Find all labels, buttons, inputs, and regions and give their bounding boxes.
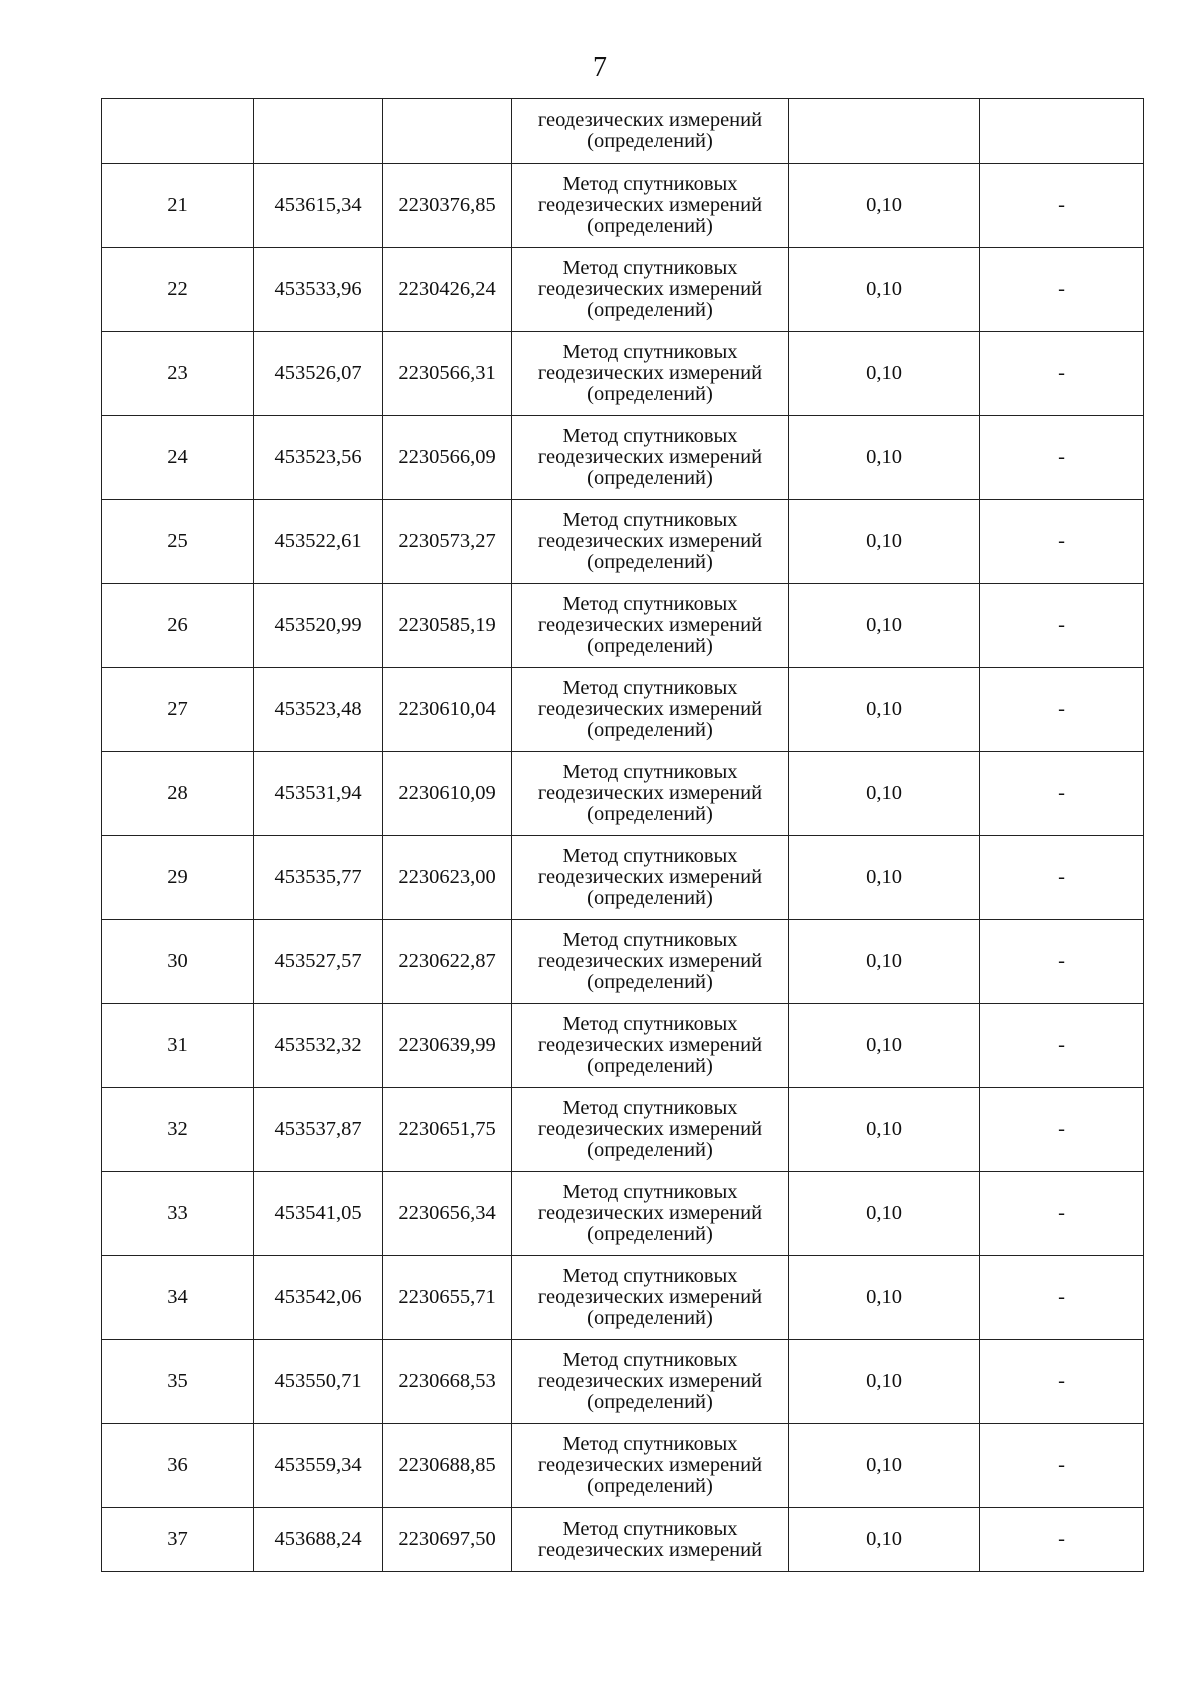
method-line: геодезических измерений	[537, 362, 763, 384]
point-number-cell: 35	[102, 1340, 254, 1424]
accuracy-cell: 0,10	[789, 1004, 980, 1088]
method-line: (определений)	[587, 1223, 713, 1245]
table-row	[102, 836, 1144, 920]
accuracy-cell: 0,10	[789, 248, 980, 332]
table-row	[102, 1004, 1144, 1088]
accuracy-cell: 0,10	[789, 584, 980, 668]
method-line: (определений)	[587, 887, 713, 909]
coordinates-table	[101, 98, 1144, 1572]
point-number-cell: 37	[102, 1508, 254, 1572]
accuracy-cell: 0,10	[789, 1256, 980, 1340]
point-number-cell: 34	[102, 1256, 254, 1340]
method-cell	[512, 500, 789, 584]
method-line: геодезических измерений	[537, 530, 763, 552]
y-coordinate-cell: 2230610,09	[383, 752, 512, 836]
method-line: Метод спутниковых	[562, 1181, 738, 1203]
accuracy-cell: 0,10	[789, 1424, 980, 1508]
method-line: (определений)	[587, 467, 713, 489]
point-number-cell: 23	[102, 332, 254, 416]
y-coordinate-cell: 2230651,75	[383, 1088, 512, 1172]
point-number-cell: 33	[102, 1172, 254, 1256]
method-line: Метод спутниковых	[562, 929, 738, 951]
method-line: Метод спутниковых	[562, 593, 738, 615]
method-line: геодезических измерений	[537, 1454, 763, 1476]
y-coordinate-cell: 2230688,85	[383, 1424, 512, 1508]
y-coordinate-cell: 2230585,19	[383, 584, 512, 668]
x-coordinate-cell: 453615,34	[254, 164, 383, 248]
x-coordinate-cell: 453541,05	[254, 1172, 383, 1256]
method-line: Метод спутниковых	[562, 1433, 738, 1455]
accuracy-cell: 0,10	[789, 668, 980, 752]
method-line: (определений)	[587, 551, 713, 573]
accuracy-cell: 0,10	[789, 1340, 980, 1424]
point-number-cell: 30	[102, 920, 254, 1004]
point-number-cell: 26	[102, 584, 254, 668]
x-coordinate-cell: 453523,56	[254, 416, 383, 500]
method-line: Метод спутниковых	[562, 1097, 738, 1119]
x-coordinate-cell: 453550,71	[254, 1340, 383, 1424]
table-row	[102, 1424, 1144, 1508]
table-row	[102, 584, 1144, 668]
table-row	[102, 416, 1144, 500]
method-cell	[512, 584, 789, 668]
x-coordinate-cell: 453688,24	[254, 1508, 383, 1572]
method-cell	[512, 1256, 789, 1340]
method-line: (определений)	[587, 1055, 713, 1077]
y-coordinate-cell	[383, 99, 512, 164]
method-cell	[512, 99, 789, 164]
method-line: геодезических измерений	[537, 194, 763, 216]
y-coordinate-cell: 2230573,27	[383, 500, 512, 584]
method-cell	[512, 1172, 789, 1256]
method-line: Метод спутниковых	[562, 1349, 738, 1371]
method-line: Метод спутниковых	[562, 257, 738, 279]
method-line: Метод спутниковых	[562, 509, 738, 531]
page-number: 7	[593, 52, 607, 83]
accuracy-cell: 0,10	[789, 836, 980, 920]
note-cell: -	[980, 752, 1144, 836]
method-cell	[512, 332, 789, 416]
method-cell	[512, 668, 789, 752]
note-cell: -	[980, 1424, 1144, 1508]
method-line: (определений)	[587, 299, 713, 321]
table-row	[102, 1508, 1144, 1572]
x-coordinate-cell: 453542,06	[254, 1256, 383, 1340]
method-cell	[512, 416, 789, 500]
method-cell	[512, 836, 789, 920]
method-line: Метод спутниковых	[562, 845, 738, 867]
point-number-cell: 22	[102, 248, 254, 332]
point-number-cell: 32	[102, 1088, 254, 1172]
method-line: геодезических измерений	[537, 950, 763, 972]
accuracy-cell	[789, 99, 980, 164]
note-cell: -	[980, 1088, 1144, 1172]
x-coordinate-cell: 453537,87	[254, 1088, 383, 1172]
method-line: Метод спутниковых	[562, 761, 738, 783]
accuracy-cell: 0,10	[789, 1088, 980, 1172]
note-cell: -	[980, 1172, 1144, 1256]
method-line: Метод спутниковых	[562, 425, 738, 447]
x-coordinate-cell: 453520,99	[254, 584, 383, 668]
table-row	[102, 1088, 1144, 1172]
y-coordinate-cell: 2230655,71	[383, 1256, 512, 1340]
method-cell	[512, 164, 789, 248]
note-cell: -	[980, 1340, 1144, 1424]
table-row	[102, 500, 1144, 584]
table-row	[102, 1172, 1144, 1256]
method-line: Метод спутниковых	[562, 341, 738, 363]
note-cell: -	[980, 920, 1144, 1004]
y-coordinate-cell: 2230623,00	[383, 836, 512, 920]
accuracy-cell: 0,10	[789, 332, 980, 416]
y-coordinate-cell: 2230668,53	[383, 1340, 512, 1424]
table-row	[102, 668, 1144, 752]
method-cell	[512, 1088, 789, 1172]
y-coordinate-cell: 2230376,85	[383, 164, 512, 248]
method-line: (определений)	[587, 971, 713, 993]
method-line: (определений)	[587, 1475, 713, 1497]
method-line: геодезических измерений	[537, 866, 763, 888]
point-number-cell: 25	[102, 500, 254, 584]
accuracy-cell: 0,10	[789, 920, 980, 1004]
method-line: геодезических измерений	[537, 614, 763, 636]
table-row	[102, 1340, 1144, 1424]
method-line: геодезических измерений	[537, 278, 763, 300]
method-line: (определений)	[587, 1139, 713, 1161]
y-coordinate-cell: 2230697,50	[383, 1508, 512, 1572]
method-cell	[512, 248, 789, 332]
x-coordinate-cell: 453535,77	[254, 836, 383, 920]
method-cell	[512, 1004, 789, 1088]
method-line: Метод спутниковых	[562, 1517, 738, 1540]
accuracy-cell: 0,10	[789, 164, 980, 248]
method-line: геодезических измерений	[537, 782, 763, 804]
note-cell: -	[980, 584, 1144, 668]
method-line: (определений)	[587, 635, 713, 657]
y-coordinate-cell: 2230566,31	[383, 332, 512, 416]
x-coordinate-cell: 453527,57	[254, 920, 383, 1004]
note-cell: -	[980, 1256, 1144, 1340]
method-cell	[512, 752, 789, 836]
x-coordinate-cell: 453533,96	[254, 248, 383, 332]
note-cell: -	[980, 500, 1144, 584]
note-cell: -	[980, 248, 1144, 332]
x-coordinate-cell: 453522,61	[254, 500, 383, 584]
y-coordinate-cell: 2230566,09	[383, 416, 512, 500]
table-row	[102, 920, 1144, 1004]
method-cell	[512, 920, 789, 1004]
point-number-cell: 31	[102, 1004, 254, 1088]
method-line: геодезических измерений	[537, 1286, 763, 1308]
note-cell	[980, 99, 1144, 164]
x-coordinate-cell: 453559,34	[254, 1424, 383, 1508]
point-number-cell: 36	[102, 1424, 254, 1508]
method-line: (определений)	[587, 719, 713, 741]
method-cell	[512, 1508, 789, 1572]
y-coordinate-cell: 2230622,87	[383, 920, 512, 1004]
note-cell: -	[980, 1004, 1144, 1088]
method-line: геодезических измерений	[537, 446, 763, 468]
x-coordinate-cell: 453531,94	[254, 752, 383, 836]
method-cell	[512, 1424, 789, 1508]
point-number-cell	[102, 99, 254, 164]
accuracy-cell: 0,10	[789, 416, 980, 500]
method-line: Метод спутниковых	[562, 1013, 738, 1035]
note-cell: -	[980, 668, 1144, 752]
accuracy-cell: 0,10	[789, 752, 980, 836]
note-cell: -	[980, 1508, 1144, 1572]
method-line: геодезических измерений	[537, 1118, 763, 1140]
method-line: (определений)	[587, 803, 713, 825]
table-row	[102, 332, 1144, 416]
y-coordinate-cell: 2230426,24	[383, 248, 512, 332]
accuracy-cell: 0,10	[789, 1172, 980, 1256]
point-number-cell: 27	[102, 668, 254, 752]
table-row	[102, 248, 1144, 332]
x-coordinate-cell	[254, 99, 383, 164]
method-line: геодезических измерений	[537, 1370, 763, 1392]
method-line: (определений)	[587, 1307, 713, 1329]
y-coordinate-cell: 2230610,04	[383, 668, 512, 752]
y-coordinate-cell: 2230656,34	[383, 1172, 512, 1256]
method-line: геодезических измерений	[537, 1202, 763, 1224]
note-cell: -	[980, 332, 1144, 416]
method-line: (определений)	[587, 215, 713, 237]
method-line: Метод спутниковых	[562, 1265, 738, 1287]
y-coordinate-cell: 2230639,99	[383, 1004, 512, 1088]
method-cell	[512, 1340, 789, 1424]
method-line: (определений)	[587, 383, 713, 405]
note-cell: -	[980, 164, 1144, 248]
x-coordinate-cell: 453532,32	[254, 1004, 383, 1088]
table-row	[102, 164, 1144, 248]
point-number-cell: 21	[102, 164, 254, 248]
method-line: Метод спутниковых	[562, 173, 738, 195]
table-row	[102, 1256, 1144, 1340]
point-number-cell: 24	[102, 416, 254, 500]
method-line: геодезических измерений	[537, 109, 763, 131]
accuracy-cell: 0,10	[789, 1508, 980, 1572]
point-number-cell: 29	[102, 836, 254, 920]
table-row	[102, 752, 1144, 836]
method-line: геодезических измерений	[537, 1538, 763, 1561]
point-number-cell: 28	[102, 752, 254, 836]
method-line: геодезических измерений	[537, 1034, 763, 1056]
method-line: геодезических измерений	[537, 698, 763, 720]
note-cell: -	[980, 836, 1144, 920]
method-line: (определений)	[587, 1391, 713, 1413]
method-line: (определений)	[587, 130, 713, 152]
x-coordinate-cell: 453523,48	[254, 668, 383, 752]
x-coordinate-cell: 453526,07	[254, 332, 383, 416]
table-row-continuation	[102, 99, 1144, 164]
accuracy-cell: 0,10	[789, 500, 980, 584]
coordinates-table-body	[102, 99, 1144, 1572]
note-cell: -	[980, 416, 1144, 500]
method-line: Метод спутниковых	[562, 677, 738, 699]
